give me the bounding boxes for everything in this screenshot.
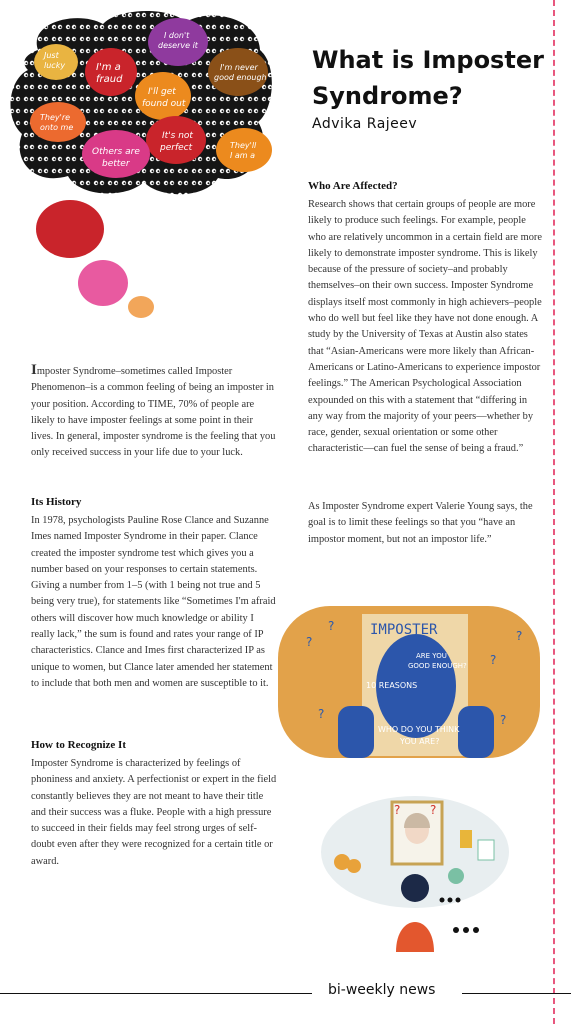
svg-text:?: ? — [490, 653, 497, 667]
recognize-heading: How to Recognize It — [31, 739, 127, 751]
article-author: Advika Rajeev — [312, 116, 418, 132]
poster-line2: GOOD ENOUGH? — [408, 662, 467, 670]
cloud-tag-5: I'll get — [148, 87, 176, 97]
poster-line4: WHO DO YOU THINK — [378, 725, 460, 734]
footer-rule-right — [462, 993, 571, 994]
cloud-tag-9b: I am a — [230, 151, 256, 160]
cloud-tag-8: Others are — [92, 147, 140, 157]
quote-paragraph: As Imposter Syndrome expert Valerie Young says, the goal is to limit these feelings so that you “have an impostor moment, but not an impostor life.” — [308, 501, 533, 545]
page-border-dashed — [553, 0, 555, 1024]
recognize-paragraph: Imposter Syndrome is characterized by feelings of phoniness and anxiety. A perfectionist or expert in the field constantly believes they are not meant to have their title and their success was a fluke. People with a high pressure to succeed in their fields may feel strong urges of self-doubt even after they were recognized for a certain title or award. — [31, 758, 277, 867]
cloud-tag-2: I'm a — [96, 62, 121, 73]
cloud-tag-8b: better — [102, 159, 130, 169]
cloud-tag-2b: fraud — [96, 74, 123, 85]
affected-heading: Who Are Affected? — [308, 180, 398, 192]
intro-dropcap: I — [31, 362, 37, 378]
intro-text: mposter Syndrome–sometimes called Imposter Phenomenon–is a common feeling of being an imposter in your position. According to TIME, 70% of people are likely to have imposter feelings at some point in their lives. In general, imposter syndrome is the feeling that you only received success in your life due to your luck. — [31, 366, 276, 459]
svg-text:?: ? — [328, 619, 335, 633]
poster-line1: ARE YOU — [416, 652, 447, 660]
poster-line5: YOU ARE? — [400, 737, 440, 746]
poster-line3: 10 REASONS — [366, 681, 418, 690]
cloud-tag-7: It's not — [162, 131, 193, 141]
thought-bubble-large — [36, 200, 104, 258]
svg-text:?: ? — [516, 629, 523, 643]
history-paragraph: In 1978, psychologists Pauline Rose Clance and Suzanne Imes named Imposter Syndrome in their paper. Clance created the imposter syndrome test which gives you a number based on your responses to certain statements. Giving a number from 1–5 (with 1 being not true and 5 being very true), for statements like “Sometimes I'm afraid others will discover how much knowledge or ability I really lack,” the sum is found and rates your range of IP characteristics. Clance and Imes first characterized IP as unique to women, but Clance later amended her statement to include that both men and women are susceptible to it. — [31, 515, 276, 689]
footer-rule-left — [0, 993, 312, 994]
cloud-tag-9: They'll — [230, 141, 257, 150]
svg-text:?: ? — [430, 803, 437, 817]
cloud-tag-4: I'm never — [220, 63, 258, 72]
intro-paragraph — [31, 362, 277, 462]
thought-cloud-illustration — [8, 10, 272, 196]
svg-text:?: ? — [394, 803, 401, 817]
affected-paragraph: Research shows that certain groups of people are more likely to produce such feelings. For example, people who are relatively uncommon in a certain field are more likely to demonstrate imposter syndrome. This is likely because of the pressure of society–and probably themselves–on their own success. Imposter Syndrome displays itself most commonly in high achievers–people who do well but feel like they have not done enough. A study by the University of Texas at Austin also states that “Asian-Americans were more likely than African-Americans or Latino-Americans to experience impostor feelings.” The American Psychological Association expounded on this with a statement that “differing in any way from the majority of your peers—whether by race, gender, sexual orientation or some other characteristic—can fuel the sense of being a fraud.” — [308, 199, 542, 455]
cloud-tag-6b: onto me — [40, 123, 74, 132]
svg-text:?: ? — [318, 707, 325, 721]
poster-title: IMPOSTER — [370, 622, 438, 638]
cloud-tag-3: I don't — [164, 31, 190, 40]
svg-text:?: ? — [500, 713, 507, 727]
cloud-tag-3b: deserve it — [158, 41, 198, 50]
article-title: What is Imposter Syndrome? — [312, 46, 544, 110]
cloud-tag-5b: found out — [142, 99, 186, 109]
cloud-tag-1b: lucky — [44, 61, 66, 70]
mirror-awards-illustration — [318, 792, 512, 952]
history-heading: Its History — [31, 496, 82, 508]
cloud-tag-7b: perfect — [160, 143, 193, 153]
cloud-tag-4b: good enough — [214, 73, 267, 82]
thought-bubble-medium — [78, 260, 128, 306]
cloud-tag-6: They're — [40, 113, 71, 122]
cloud-tag-1: Just — [44, 51, 59, 60]
imposter-poster-illustration — [278, 606, 540, 758]
thought-bubble-small — [128, 296, 154, 318]
svg-text:?: ? — [306, 635, 313, 649]
footer-label: bi-weekly news — [328, 982, 436, 998]
